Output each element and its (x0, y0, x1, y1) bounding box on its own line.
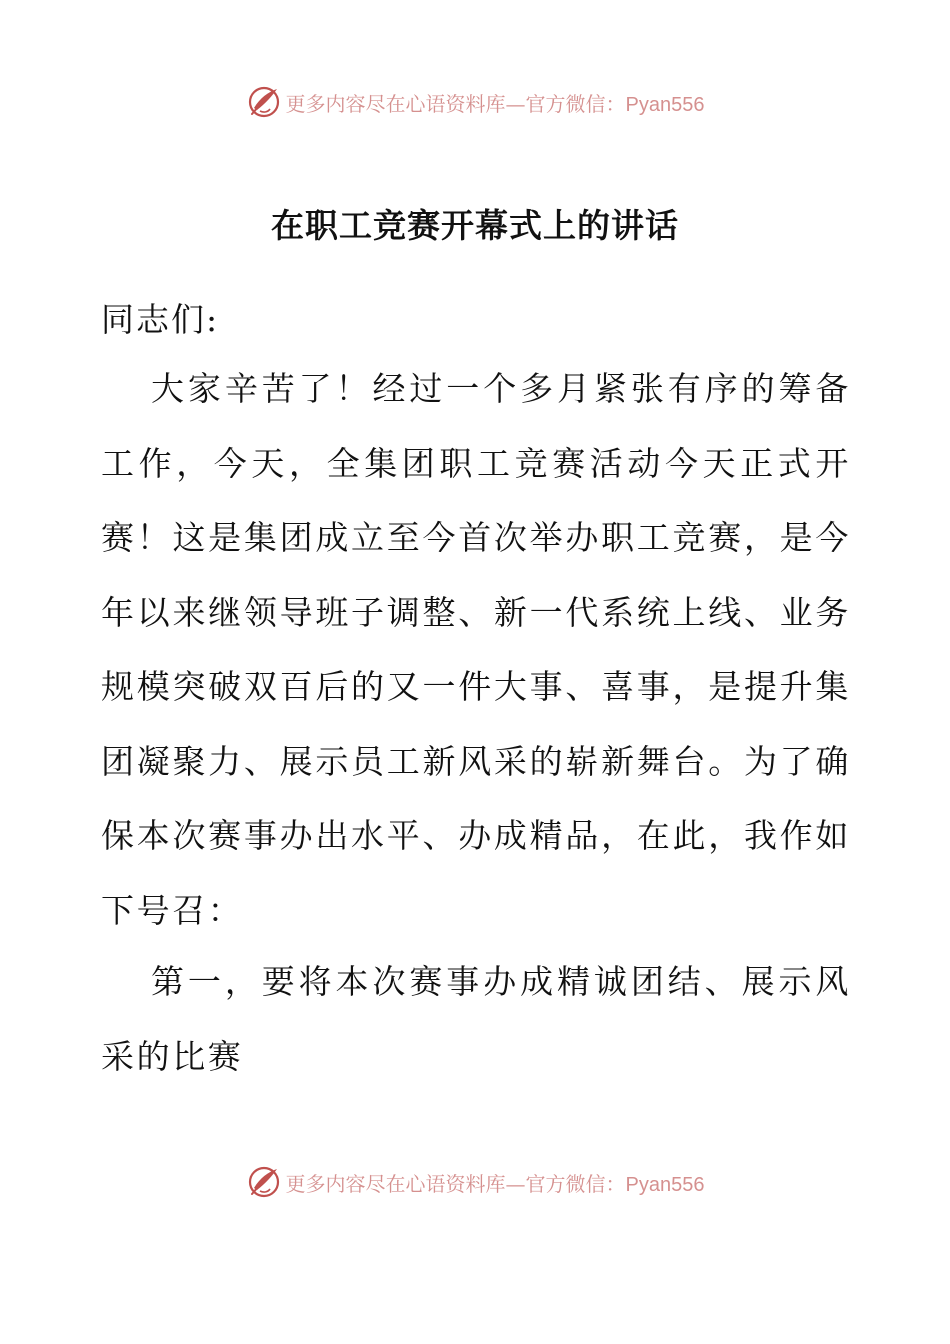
document-title: 在职工竞赛开幕式上的讲话 (271, 206, 679, 245)
body-paragraph: 第一，要将本次赛事办成精诚团结、展示风采的比赛 (101, 962, 851, 1076)
greeting: 同志们: (101, 300, 220, 339)
watermark-text (286, 1168, 705, 1197)
body-paragraph: 大家辛苦了！经过一个多月紧张有序的筹备工作，今天，全集团职工竞赛活动今天正式开赛！这是集团成立至今首次举办职工竞赛，是今年以来继领导班子调整、新一代系统上线、业务规模突破双百后的又一件大事、喜事，是提升集团凝聚力、展示员工新风采的崭新舞台。为了确保本次赛事办出水平、办成精品，在此，我作如下号召： (101, 369, 851, 930)
watermark-caption: 更多内容尽在心语资料库—官方微信： (285, 1171, 626, 1196)
footer-watermark (0, 1162, 950, 1202)
quill-pen-logo-icon (246, 1164, 282, 1200)
watermark-text (286, 88, 705, 117)
wechat-id: Pyan556 (625, 1173, 705, 1196)
header-watermark (0, 82, 950, 122)
quill-pen-logo-icon (246, 84, 282, 120)
watermark-caption: 更多内容尽在心语资料库—官方微信： (285, 91, 626, 116)
wechat-id: Pyan556 (625, 93, 705, 116)
